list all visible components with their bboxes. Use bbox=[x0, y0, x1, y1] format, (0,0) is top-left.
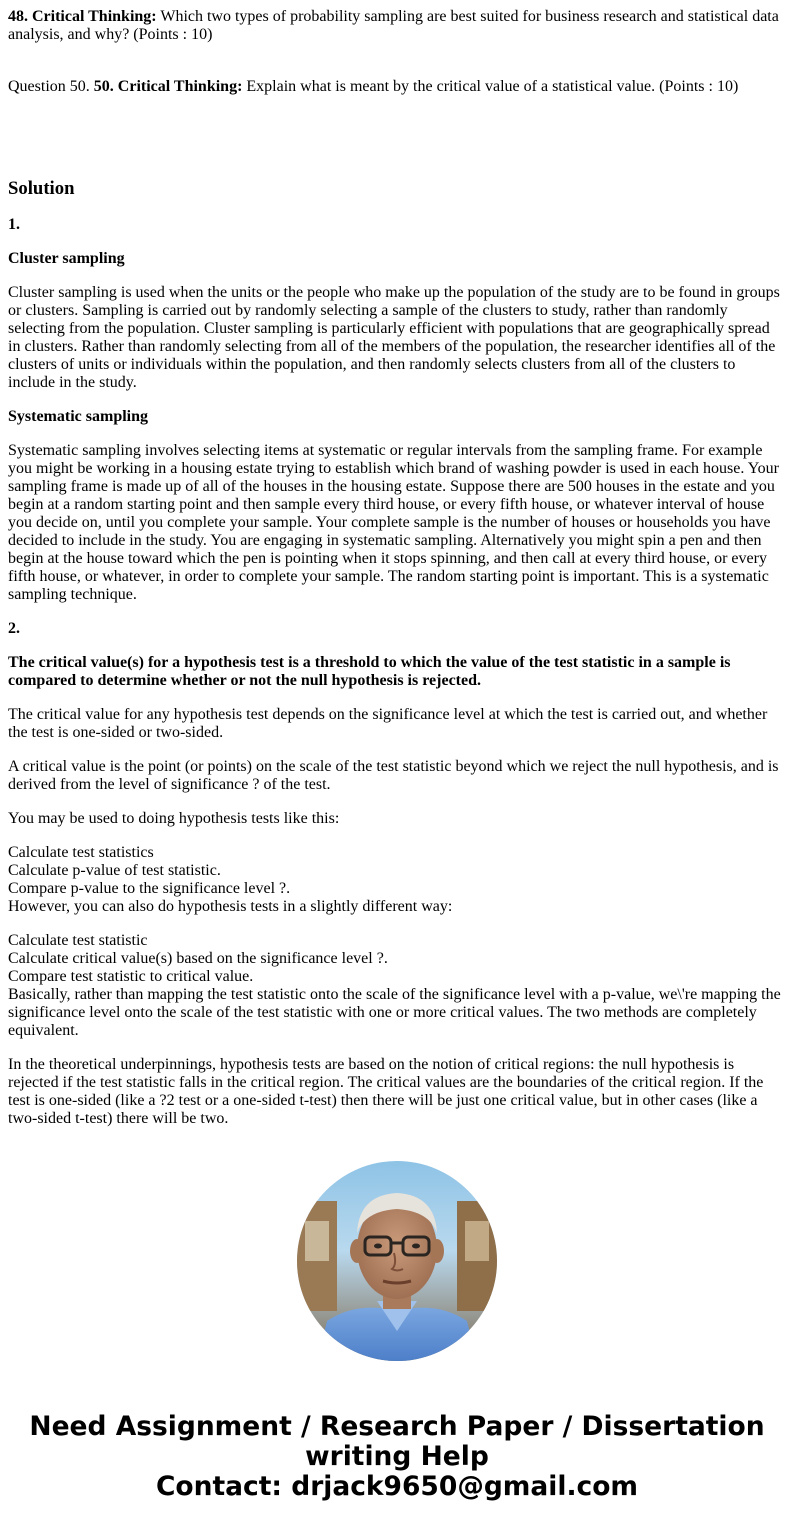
document-body bbox=[0, 8, 794, 1128]
contact-banner-line-2: writing Help bbox=[305, 1441, 489, 1472]
author-avatar bbox=[297, 1161, 497, 1361]
list-item: Calculate critical value(s) based on the significance level ?. bbox=[8, 950, 388, 967]
question-48-text: Which two types of probability sampling are best suited for business research and statistical data analysis, and why? (Points : 10) bbox=[8, 8, 779, 43]
solution-heading: Solution bbox=[8, 178, 75, 199]
question-50-text: Explain what is meant by the critical value of a statistical value. (Points : 10) bbox=[242, 78, 739, 95]
list-item: Calculate test statistics bbox=[8, 844, 154, 861]
list-item: However, you can also do hypothesis tests in a slightly different way: bbox=[8, 898, 453, 915]
steps-list-2 bbox=[8, 932, 786, 1040]
critical-value-paragraph-5: In the theoretical underpinnings, hypothesis tests are based on the notion of critical regions: the null hypothesis is rejected if the test statistic falls in the critical region. The critical values are the boundaries of the critical region. If the test is one-sided (like a ?2 test or a one-sided t-test) then there will be just one critical value, but in other cases (like a two-sided t-test) there will be two. bbox=[8, 1056, 764, 1127]
question-50-label: 50. Critical Thinking: bbox=[93, 78, 243, 95]
critical-value-paragraph-3: You may be used to doing hypothesis tests like this: bbox=[8, 810, 340, 827]
question-50 bbox=[8, 78, 786, 96]
list-item: Calculate test statistic bbox=[8, 932, 148, 949]
part-2-number: 2. bbox=[8, 620, 20, 637]
critical-value-definition: The critical value(s) for a hypothesis test is a threshold to which the value of the test statistic in a sample is compared to determine whether or not the null hypothesis is rejected. bbox=[8, 654, 731, 689]
list-item: Calculate p-value of test statistic. bbox=[8, 862, 221, 879]
author-photo bbox=[297, 1161, 497, 1361]
critical-value-paragraph-1: The critical value for any hypothesis test depends on the significance level at which the test is carried out, and whether the test is one-sided or two-sided. bbox=[8, 706, 768, 741]
systematic-sampling-heading: Systematic sampling bbox=[8, 408, 148, 425]
question-48 bbox=[8, 8, 786, 44]
contact-email: Contact: drjack9650@gmail.com bbox=[155, 1471, 639, 1502]
cluster-sampling-heading: Cluster sampling bbox=[8, 250, 125, 267]
systematic-sampling-paragraph: Systematic sampling involves selecting items at systematic or regular intervals from the sampling frame. For example you might be working in a housing estate trying to establish which brand of washing powder is used in each house. Your sampling frame is made up of all of the houses in the housing estate. Suppose there are 500 houses in the estate and you begin at a random starting point and then sample every third house, or every fifth house, or whatever interval of house you decide on, until you complete your sample. Your complete sample is the number of houses or households you have decided to include in the study. You are engaging in systematic sampling. Alternatively you might spin a pen and then begin at the house toward which the pen is pointing when it stops spinning, and then call at every third house, or every fifth house, or whatever, in order to complete your sample. The random starting point is important. This is a systematic sampling technique. bbox=[8, 442, 779, 603]
contact-banner-line-1: Need Assignment / Research Paper / Dissertation bbox=[29, 1411, 765, 1442]
contact-banner bbox=[0, 1412, 794, 1502]
critical-value-paragraph-2: A critical value is the point (or points) on the scale of the test statistic beyond which we reject the null hypothesis, and is derived from the level of significance ? of the test. bbox=[8, 758, 779, 793]
question-48-label: 48. Critical Thinking: bbox=[8, 8, 157, 25]
list-item: Compare p-value to the significance level ?. bbox=[8, 880, 291, 897]
cluster-sampling-paragraph: Cluster sampling is used when the units or the people who make up the population of the study are to be found in groups or clusters. Sampling is carried out by randomly selecting a sample of the clusters to study, rather than randomly selecting from the population. Cluster sampling is particularly efficient with populations that are geographically spread in clusters. Rather than randomly selecting from all of the members of the population, the researcher identifies all of the clusters of units or individuals within the population, and then randomly selects clusters from all of the clusters to include in the study. bbox=[8, 284, 780, 391]
list-item: Compare test statistic to critical value. bbox=[8, 968, 254, 985]
question-50-prefix: Question 50. bbox=[8, 78, 94, 95]
part-1-number: 1. bbox=[8, 216, 20, 233]
critical-value-paragraph-4: Basically, rather than mapping the test statistic onto the scale of the significance level with a p-value, we\'re mapping the significance level onto the scale of the test statistic with one or more critical values. The two methods are completely equivalent. bbox=[8, 986, 781, 1039]
steps-list-1 bbox=[8, 844, 786, 916]
